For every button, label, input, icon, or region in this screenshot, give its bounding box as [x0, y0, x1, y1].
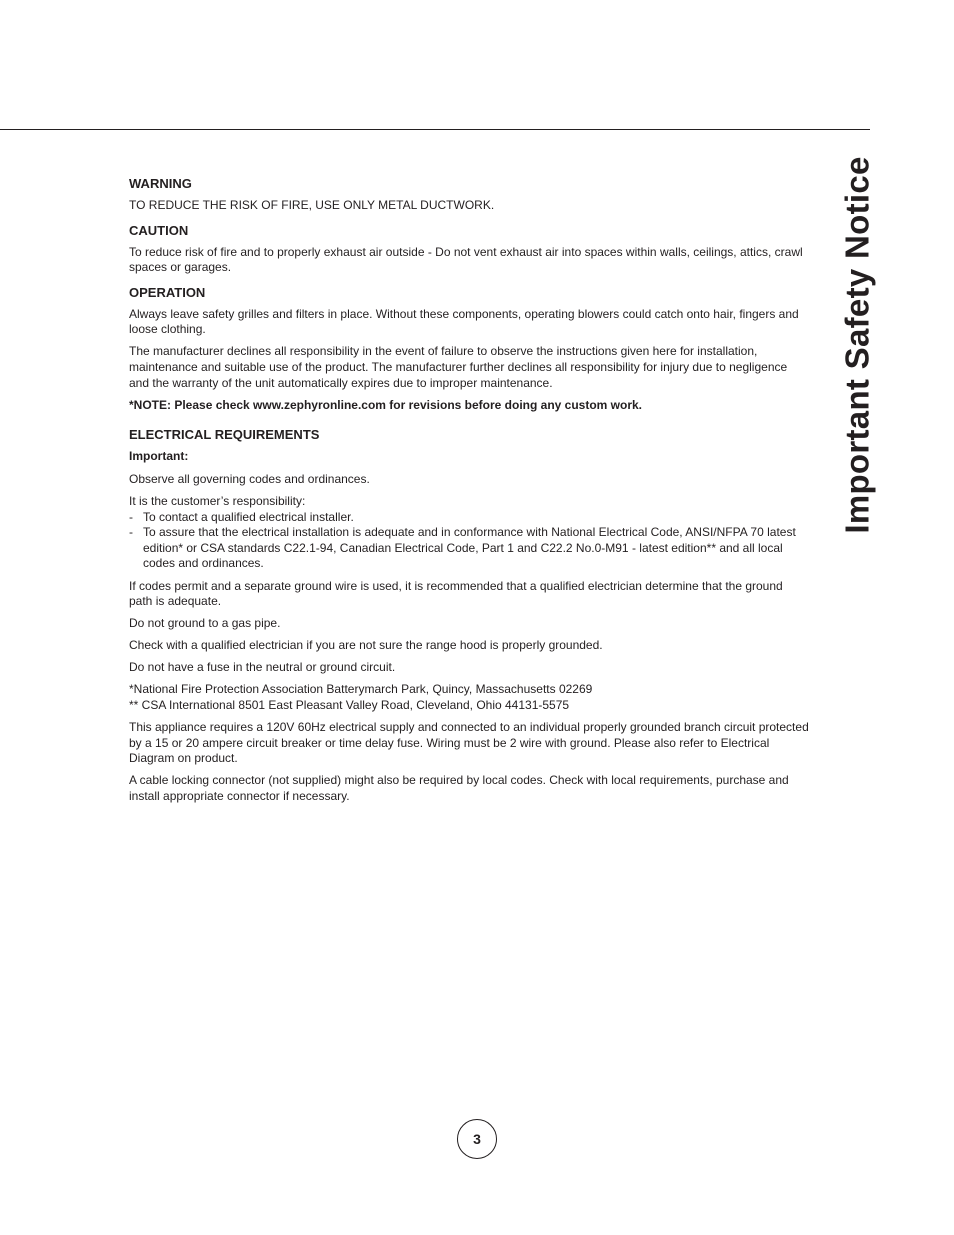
electrical-paragraph: Do not ground to a gas pipe. — [129, 616, 281, 631]
operation-section — [129, 285, 809, 414]
list-item: - To contact a qualified electrical installer. — [129, 509, 354, 524]
warning-text: TO REDUCE THE RISK OF FIRE, USE ONLY METAL DUCTWORK. — [129, 198, 495, 212]
footnote: *National Fire Protection Association Batterymarch Park, Quincy, Massachusetts 02269 — [129, 682, 593, 697]
page-number: 3 — [473, 1131, 481, 1147]
electrical-heading: ELECTRICAL REQUIREMENTS — [129, 427, 320, 443]
electrical-paragraph: A cable locking connector (not supplied) might also be required by local codes. Check with local requirements, purchase and install appropriate connector if necessary. — [129, 773, 789, 804]
page-number-badge — [457, 1119, 497, 1159]
footnote: ** CSA International 8501 East Pleasant Valley Road, Cleveland, Ohio 44131-5575 — [129, 698, 570, 713]
electrical-paragraph: Check with a qualified electrician if you are not sure the range hood is properly grounded. — [129, 638, 603, 653]
list-item: - To assure that the electrical installation is adequate and in conformance with National Electrical Code, ANSI/NFPA 70 latest edition* or CSA standards C22.1-94, Canadian Electrical Code, Part 1 and C22.2 No.0-M91 - latest edition** and all local codes and ordinances. — [129, 525, 796, 571]
list-item-text: To assure that the electrical installation is adequate and in conformance with National Electrical Code, ANSI/NFPA 70 latest edition* or CSA standards C22.1-94, Canadian Electrical Code, Part 1 and C22.2 No.0-M91 - latest edition** and all local codes and ordinances. — [143, 525, 796, 571]
electrical-paragraph: If codes permit and a separate ground wire is used, it is recommended that a qualified electrician determine that the ground path is adequate. — [129, 578, 783, 609]
electrical-section — [129, 427, 809, 804]
operation-paragraph: Always leave safety grilles and filters in place. Without these components, operating blowers could catch onto hair, fingers and loose clothing. — [129, 306, 799, 337]
electrical-paragraph: Do not have a fuse in the neutral or ground circuit. — [129, 660, 396, 675]
responsibility-intro: It is the customer’s responsibility: — [129, 494, 306, 509]
responsibility-list — [129, 510, 809, 572]
caution-text: To reduce risk of fire and to properly exhaust air outside - Do not vent exhaust air into spaces within walls, ceilings, attics, crawl spaces or garages. — [129, 244, 803, 275]
important-label: Important: — [129, 449, 189, 464]
side-section-title — [838, 156, 878, 534]
caution-section — [129, 223, 809, 276]
electrical-paragraph: This appliance requires a 120V 60Hz electrical supply and connected to an individual properly grounded branch circuit protected by a 15 or 20 ampere circuit breaker or time delay fuse. Wiring must be 2 wire with ground. Please also refer to Electrical Diagram on product. — [129, 720, 809, 766]
warning-heading: WARNING — [129, 176, 192, 191]
side-title-text: Important Safety Notice — [839, 156, 877, 534]
page-content — [129, 176, 809, 811]
warning-section — [129, 176, 809, 214]
list-item-text: To contact a qualified electrical installer. — [143, 509, 354, 524]
caution-heading: CAUTION — [129, 222, 189, 238]
revision-note: *NOTE: Please check www.zephyronline.com for revisions before doing any custom work. — [129, 397, 643, 412]
electrical-paragraph: Observe all governing codes and ordinances. — [129, 471, 370, 486]
operation-heading: OPERATION — [129, 284, 206, 300]
header-rule — [0, 129, 870, 130]
operation-paragraph: The manufacturer declines all responsibility in the event of failure to observe the instructions given here for installation, maintenance and suitable use of the product. The manufacturer further declines all responsibility for injury due to negligence and the warranty of the unit automatically expires due to improper maintenance. — [129, 344, 788, 390]
